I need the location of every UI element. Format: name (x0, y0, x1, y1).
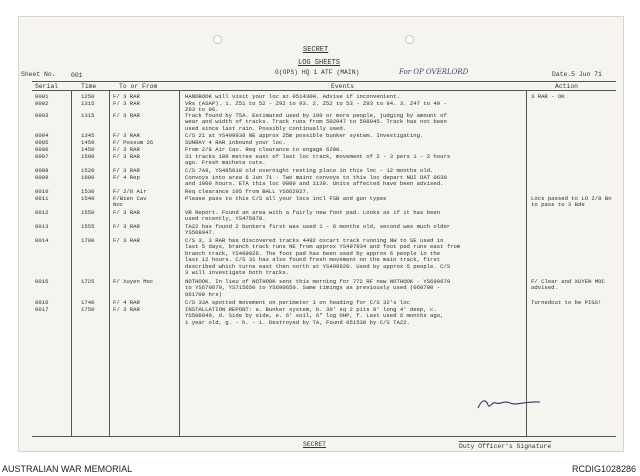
log-sheet-paper (18, 16, 624, 452)
entry-time: 1500 (81, 153, 95, 160)
entry-events: HANDBOOK will visit your loc at 051430H. Advise if inconvenient. (185, 93, 400, 100)
entry-time: 1250 (81, 93, 95, 100)
entry-events: C/S 3, 3 RAR has discovered tracks 4492 oxcart track running NW to SE used in last 5 days, branch track runs NE from approx YS497934 and foot pad runs east from branch track, YS499926. The foot pad has been used by approx 6 people in the last 12 hours. C/S 31 has also found fresh movement on the main track, first described which turns east then north at YS499920. Used by approx 5 people. C/S 3 will investigate both tracks. (185, 237, 461, 277)
entry-to-from: F/ 3 RAR (113, 146, 140, 153)
for-handwritten: For OP OVERLORD (399, 68, 469, 76)
entry-time: 1750 (81, 306, 95, 313)
entry-time: 1315 (81, 112, 95, 119)
col-divider-2 (109, 90, 110, 436)
entry-events: Please pass to this C/S all your locs incl FSB and gun types (185, 195, 387, 202)
entry-time: 1540 (81, 195, 95, 202)
entry-time: 1345 (81, 132, 95, 139)
entry-events: C/S 33A spotted movement on perimeter 1 on heading for C/S 32's loc (185, 299, 410, 306)
entry-events: C/S 21 at YS499938 NE approx 25m possible bunker system. Investigating. (185, 132, 424, 139)
entry-to-from: F/ 3 RAR (113, 153, 140, 160)
punch-hole-left (213, 35, 222, 44)
entry-events: INSTALLATION REPORT: a. Bunker system, b. 30' sq 2 pits 8' long 4' deep, c. YS508949, d. Side by side, e. 6' soil, 6" log OHP, f. Last used 6 months ago, 1 year old, g. - h. - i. Destroyed by TA, Found 051530 by C/S TA22. (185, 306, 444, 326)
unit-title: G(OPS) HQ 1 ATF (MAIN) (275, 69, 360, 76)
entry-events: TA22 has found 2 bunkers first was used 1 - 6 months old, second was much older YS508947. (185, 223, 451, 237)
secret-footer: SECRET (303, 441, 327, 448)
entry-to-from: F/ 3 RAR (113, 112, 140, 119)
entry-events: SUNRAY 4 RAR inbound your loc. (185, 139, 286, 146)
entry-serial: 0007 (35, 153, 49, 160)
header-rule-top (32, 81, 616, 82)
entry-to-from: F/ 4 RAR (113, 299, 140, 306)
entry-time: 1315 (81, 100, 95, 107)
entry-events: VRs (ASAP). 1. Z51 to 52 - Z92 to 93. 2. Z52 to 53 - Z93 to 94. 3. Z47 to 49 - Z93 to 96. (185, 100, 447, 114)
entry-events: Req clearance 105 from BALL YS662927. (185, 188, 310, 195)
entry-serial: 0010 (35, 188, 49, 195)
entry-serial: 0001 (35, 93, 49, 100)
signature-label: Duty Officer's Signature (459, 443, 552, 450)
entry-time: 1900 (81, 174, 95, 181)
entry-serial: 0004 (35, 132, 49, 139)
entry-events: From 2/8 Air Cav. Req clearance to engage 6290. (185, 146, 343, 153)
sheet-number: 001 (71, 72, 83, 79)
credit-left: AUSTRALIAN WAR MEMORIAL (2, 464, 133, 474)
entry-to-from: F/ 3 RAR (113, 93, 140, 100)
col-divider-4 (526, 90, 527, 436)
entry-time: 1530 (81, 188, 95, 195)
entry-to-from: F/ 3 RAR (113, 223, 140, 230)
entry-to-from: F/ 3 RAR (113, 167, 140, 174)
entry-events: 31 tracks 100 metres east of last loc track, movement of 2 - 3 pers 1 - 2 hours ago. Fresh machete cuts. (185, 153, 451, 167)
entry-to-from: F/ 3 RAR (113, 209, 140, 216)
sheet-date: Date.5 Jun 71 (552, 71, 602, 78)
entry-to-from: F/ 2/8 Air (113, 188, 147, 195)
entry-to-from: F/ Possum 26 (113, 139, 154, 146)
entry-to-from: F/ 3 RAR (113, 306, 140, 313)
entry-events: C/S 7A9, YS485918 old overnight resting place in this loc - 12 months old. (185, 167, 434, 174)
col-time-header: Time (81, 83, 97, 90)
col-action-header: Action (555, 83, 579, 90)
entry-serial: 0003 (35, 112, 49, 119)
entry-action: Turnedout to be PIGS! (531, 299, 602, 306)
entry-serial: 0014 (35, 237, 49, 244)
header-rule-bottom (32, 90, 616, 91)
entry-serial: 0012 (35, 209, 49, 216)
entry-time: 1450 (81, 146, 95, 153)
entry-time: 1700 (81, 237, 95, 244)
entry-time: 1725 (81, 278, 95, 285)
entry-time: 1555 (81, 223, 95, 230)
entry-serial: 0009 (35, 174, 49, 181)
entry-action: F/ Clear and XUYEN MOC advised. (531, 278, 605, 292)
entry-time: 1520 (81, 167, 95, 174)
entry-to-from: F/ 3 RAR (113, 100, 140, 107)
entry-serial: 0002 (35, 100, 49, 107)
entry-time: 1450 (81, 139, 95, 146)
entry-action: 3 RAR - OK (531, 93, 565, 100)
entry-serial: 0016 (35, 299, 49, 306)
entry-serial: 0006 (35, 146, 49, 153)
entry-to-from: F/Bien Cav Noc (113, 195, 147, 209)
entry-serial: 0011 (35, 195, 49, 202)
entry-events: Track found by T5A. Estimated used by 100 or more people, judging by amount of wear and width of tracks. Track runs from 502947 to 508945. Track has not been used since last rain. Possibly continually used. (185, 112, 447, 132)
entry-action: Locs passed to LO 2/8 Bn to pass to 3 Bde (531, 195, 612, 209)
secret-header: SECRET (303, 46, 329, 54)
log-sheets-title: LOG SHEETS (298, 59, 341, 67)
entry-serial: 0015 (35, 278, 49, 285)
col-serial-header: Serial (35, 83, 59, 90)
entry-to-from: F/ 3 RAR (113, 237, 140, 244)
entry-events: Convoys into area 6 Jun 71 - Two maint convoys to this loc depart NUI DAT 0630 and 1000 hours. ETA this loc 0800 and 1130. Units affected have been advised. (185, 174, 447, 188)
sheet-label: Sheet No. (21, 71, 56, 78)
entry-events: NOTHOOK. In lieu of NOTHOOK sent this morning for 772 RF new NOTHOOK - YS690670 to YS670670, YS715650 to YS690650. Same timings as previously used (060700 - 061700 hrs) (185, 278, 451, 298)
officer-signature (474, 397, 544, 411)
entry-serial: 0017 (35, 306, 49, 313)
entry-to-from: F/ Xuyen Moc (113, 278, 154, 285)
entry-serial: 0005 (35, 139, 49, 146)
punch-hole-right (405, 35, 414, 44)
entry-time: 1550 (81, 209, 95, 216)
col-tofrom-header: To or From (119, 83, 158, 90)
entry-serial: 0008 (35, 167, 49, 174)
entry-serial: 0013 (35, 223, 49, 230)
col-divider-1 (71, 90, 72, 436)
col-divider-3 (179, 90, 180, 436)
entry-events: VR Report. Found an area with a fairly new foot pad. Looks as if it has been used recently, YS475978. (185, 209, 441, 223)
entry-time: 1740 (81, 299, 95, 306)
col-events-header: Events (331, 83, 355, 90)
entry-to-from: F/ 4 Rep (113, 174, 140, 181)
entry-to-from: F/ 3 RAR (113, 132, 140, 139)
table-rule-bottom (32, 436, 616, 437)
credit-right: RCDIG1028286 (571, 464, 636, 474)
